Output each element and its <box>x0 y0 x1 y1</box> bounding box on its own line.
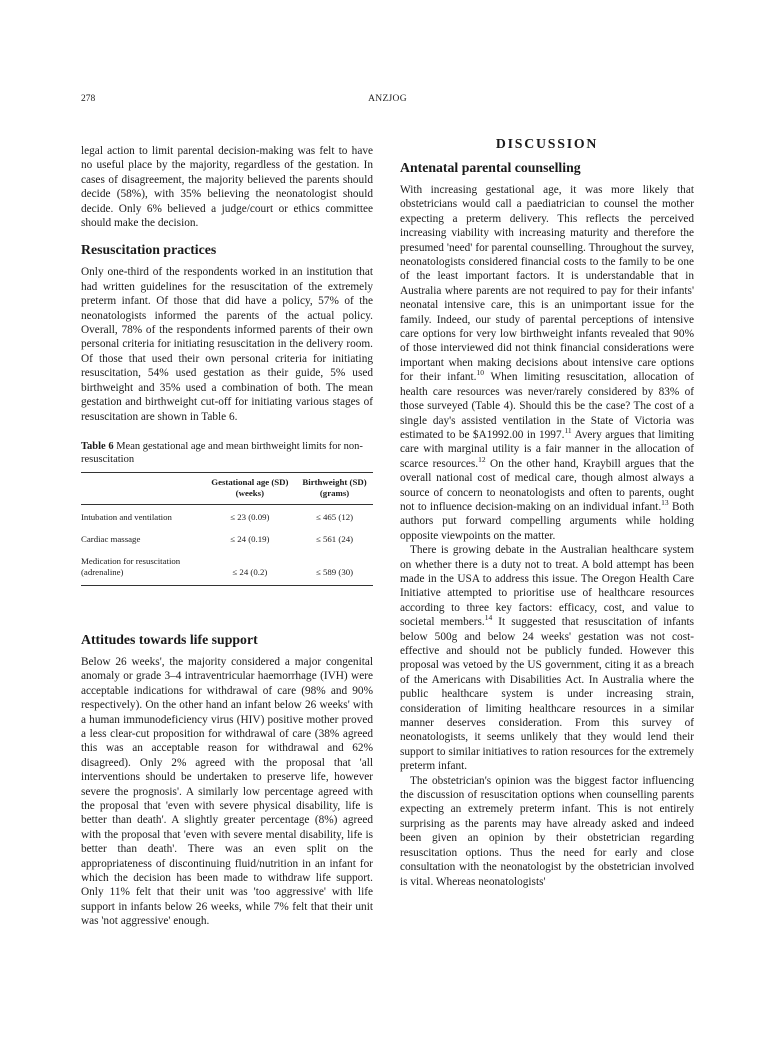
table-row <box>81 504 373 527</box>
ref-14: 14 <box>484 613 493 623</box>
left-column <box>81 144 373 929</box>
journal-title: ANZJOG <box>368 94 407 104</box>
ref-13: 13 <box>661 498 669 508</box>
cell-bw: ≤ 589 (30) <box>296 549 373 586</box>
paragraph: The obstetrician's opinion was the biggest factor influencing the discussion of resuscitation options when counselling parents expecting an extremely preterm infant. This is not entirely surprising as the parents may have already asked and indeed been given an opinion by their obstetrician regarding resuscitation options. Thus the need for early and close consultation with the neonatologist by the obstetrician involved is vital. Whereas neonatologists' <box>400 774 694 888</box>
cell-ga: ≤ 23 (0.09) <box>230 511 270 522</box>
table-header-gestational-age: Gestational age (SD) (weeks) <box>204 472 296 504</box>
section-heading-antenatal: Antenatal parental counselling <box>400 160 581 175</box>
table-header-birthweight: Birthweight (SD) (grams) <box>296 472 373 504</box>
paragraph: Below 26 weeks', the majority considered a major congenital anomaly or grade 3–4 intraventricular haemorrhage (IVH) were acceptable indications for withdrawal of care (98% and 90% respectively). On the other hand an infant below 26 weeks' with a human immunodeficiency virus (HIV) positive mother proved a less clear-cut proposition for withdrawal of care (38% agreed this was an acceptable reason for withdrawal and 62% disagreed). Only 2% agreed with the proposal that 'all interventions should be undertaken to preserve life, however severe the prognosis'. A similarly low percentage agreed with the proposal that 'even with severe physical disability, life is better than death'. A slightly greater percentage (8%) agreed with the proposal that 'even with severe mental disability, life is better than death'. There was an even split on the appropriateness of discontinuing fluid/nutrition in an infant for which the decision has been made to withdraw life support. Only 11% felt that their unit was 'too aggressive' with life support in infants below 26 weeks, while 7% felt that their unit was 'not aggressive' enough. <box>81 655 373 928</box>
row-label: Medication for resuscitation (adrenaline) <box>81 549 204 586</box>
ref-10: 10 <box>476 368 484 378</box>
cell-bw: ≤ 561 (24) <box>315 533 354 544</box>
table-header-blank <box>81 472 204 504</box>
table-label: Table 6 <box>81 440 114 452</box>
table-row <box>81 549 373 586</box>
cell-ga: ≤ 24 (0.19) <box>230 533 270 544</box>
paragraph: There is growing debate in the Australian healthcare system on whether there is a duty not to treat. A bold attempt has been made in the USA to address this issue. The Oregon Health Care Initiative attempted to prioritise use of healthcare resources according to three key factors: efficacy, cost, and value to societal members.$^{14}$ It suggested that resuscitation of infants below 500g and below 24 weeks' gestation was not cost-effective and should not be publicly funded. However this proposal was vetoed by the US government, citing it as a breach of the Americans with Disabilities Act. In Australia where the public healthcare system is under increasing strain, consideration of limiting healthcare resources in a similar manner deserves consideration. From this survey of neonatologists, it seems unlikely that they would lend their support to similar initiatives to ration resources for the extremely preterm infant. <box>400 544 695 773</box>
page-header <box>0 94 775 108</box>
cell-ga: ≤ 24 (0.2) <box>204 549 296 586</box>
right-column <box>400 136 694 889</box>
section-heading-resuscitation: Resuscitation practices <box>81 242 217 258</box>
table-caption <box>81 440 373 466</box>
table-row <box>81 527 373 549</box>
row-label: Intubation and ventilation <box>81 511 172 522</box>
section-title-discussion: DISCUSSION <box>495 136 599 151</box>
row-label: Cardiac massage <box>81 533 141 544</box>
ref-12: 12 <box>478 454 486 464</box>
ref-11: 11 <box>564 426 572 436</box>
paragraph: Only one-third of the respondents worked in an institution that had written guidelines for the resuscitation of the extremely preterm infant. Of those that did have a policy, 57% of the neonatologists informed the parents of the actual policy. Overall, 78% of the respondents informed parents of their own personal criteria for initiating resuscitation in the delivery room. Of those that used their own personal criteria for initiating resuscitation, 54% used gestation as their guide, 5% used birthweight and 35% used a combination of both. The mean gestation and birthweight cut-off for initiating various stages of resuscitation are shown in Table 6. <box>81 266 373 423</box>
page-number: 278 <box>81 94 96 104</box>
paragraph: legal action to limit parental decision-making was felt to have no useful place by the majority, regardless of the gestation. In cases of disagreement, the majority believed the parents should decide (58%), with 35% believing the neonatologist should decide. Only 6% believed a judge/court or ethics committee should make the decision. <box>81 145 373 230</box>
table-6 <box>81 472 373 586</box>
section-heading-attitudes: Attitudes towards life support <box>81 631 258 647</box>
paragraph: With increasing gestational age, it was more likely that obstetricians would call a paediatrician to counsel the mother expecting a preterm delivery. This reflects the perceived increasing viability with increasing maturity and therefore the presumed 'need' for parental counselling. Throughout the survey, neonatologists considered financial costs to the family to be one of the least important factors. It is understandable that in Australia where parents are not required to pay for their infants' neonatal intensive care, this is an unimportant issue for the family. Indeed, our study of parental perceptions of intensive care options for very low birthweight infants revealed that 90% of those interviewed did not think financial considerations were important when making decisions about intensive care options for their infant.$^{10}$ When limiting resuscitation, allocation of health care resources was never/rarely considered by 83% of those surveyed (Table 4). Should this be the case? The cost of a single day's assisted ventilation in the State of Victoria was estimated to be $A1992.00 in 1997.11 Avery argues that limiting care with marginal utility is a fair manner in the allocation of scarce resources.$^{12}$ On the other hand, Kraybill argues that the overall national cost of medical care, though almost always a source of concern to neonatologists and often to parents, ought not to influence decision-making on an individual infant.$^{13}$ Both authors put forward compelling arguments while holding opposite viewpoints on the matter. <box>400 184 695 542</box>
cell-bw: ≤ 465 (12) <box>315 511 354 522</box>
table-caption-text: Mean gestational age and mean birthweight limits for non-resuscitation <box>81 440 363 465</box>
